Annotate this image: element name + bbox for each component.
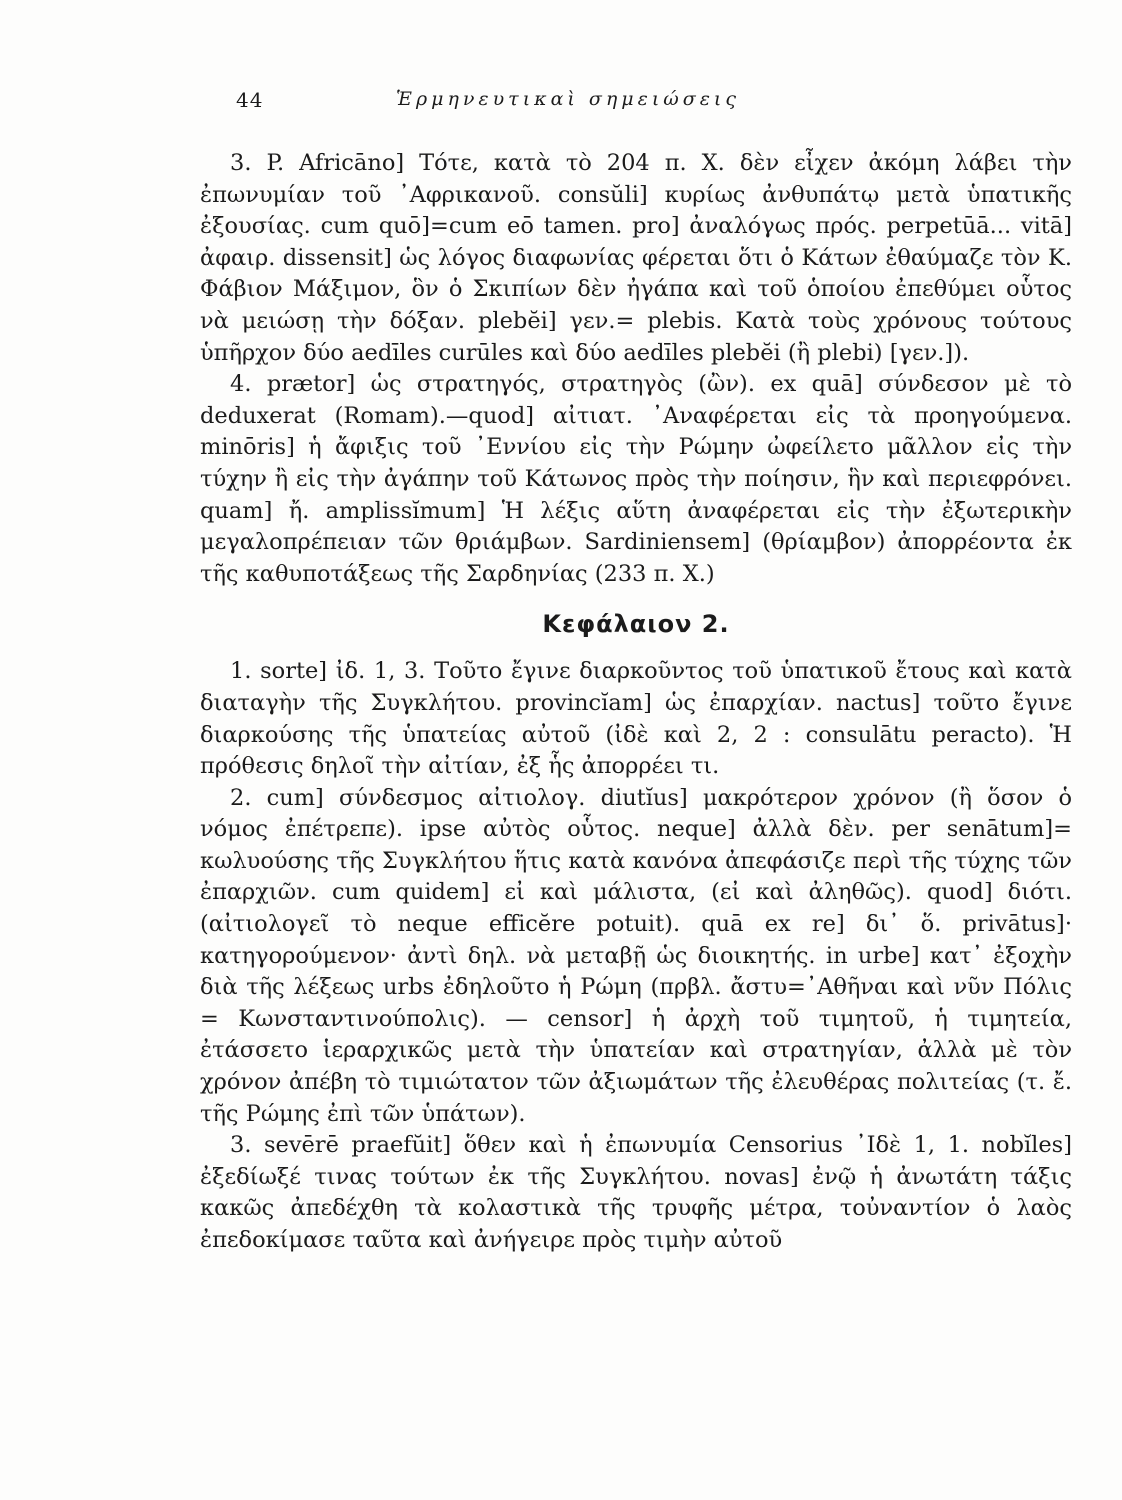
chapter-heading: Κεφάλαιον 2. <box>542 610 730 639</box>
paragraph: 2. cum] σύνδεσμος αἰτιολογ. diutĭus] μακρότερον χρόνον (ἢ ὅσον ὁ νόμος ἐπέτρεπε). ipse αὐτὸς οὗτος. neque] ἀλλὰ δὲν. per senātum]= κωλυούσης τῆς Συγκλήτου ἥτις κατὰ κανόνα ἀπεφάσιζε περὶ τῆς τύχης τῶν ἐπαρχιῶν. cum quidem] εἰ καὶ μάλιστα, (εἰ καὶ ἀληθῶς). quod] διότι. (αἰτιολογεῖ τὸ neque efficĕre potuit). quā ex re] δι᾿ ὅ. privātus]· κατηγορούμενον· ἀντὶ δηλ. νὰ μεταβῇ ὡς διοικητής. in urbe] κατ᾿ ἐξοχὴν διὰ τῆς λέξεως urbs ἐδηλοῦτο ἡ Ρώμη (πρβλ. ἄστυ=᾿Αθῆναι καὶ νῦν Πόλις = Κωνσταντινούπολις). — censor] ἡ ἀρχὴ τοῦ τιμητοῦ, ἡ τιμητεία, ἐτάσσετο ἱεραρχικῶς μετὰ τὴν ὑπατείαν καὶ στρατηγίαν, ἀλλὰ μὲ τὸν χρόνον ἀπέβη τὸ τιμιώτατον τῶν ἀξιωμάτων τῆς ἐλευθέρας πολιτείας (τ. ἔ. τῆς Ρώμης ἐπὶ τῶν ὑπάτων). <box>200 784 1072 1127</box>
page-number: 44 <box>236 88 264 112</box>
paragraph: 1. sorte] ἰδ. 1, 3. Τοῦτο ἔγινε διαρκοῦντος τοῦ ὑπατικοῦ ἔτους καὶ κατὰ διαταγὴν τῆς Συγκλήτου. provincĭam] ὡς ἐπαρχίαν. nactus] τοῦτο ἔγινε διαρκούσης τῆς ὑπατείας αὐτοῦ (ἰδὲ καὶ 2, 2 : consulātu peracto). Ἡ πρόθεσις δηλοῖ τὴν αἰτίαν, ἐξ ἧς ἀπορρέει τι. <box>200 658 1072 780</box>
paragraph: 3. sevērē praefŭit] ὅθεν καὶ ἡ ἐπωνυμία Censorius ᾿Ιδὲ 1, 1. nobĭles] ἐξεδίωξέ τινας τούτων ἐκ τῆς Συγκλήτου. novas] ἐνῷ ἡ ἀνωτάτη τάξις κακῶς ἀπεδέχθη τὰ κολαστικὰ τῆς τρυφῆς μέτρα, τοὐναντίον ὁ λαὸς ἐπεδοκίμασε ταῦτα καὶ ἀνήγειρε πρὸς τιμὴν αὐτοῦ <box>200 1132 1072 1253</box>
page-header <box>236 88 1072 118</box>
section-commentary-chapter-1 <box>200 148 1072 590</box>
body-text <box>200 148 1072 1257</box>
running-title: Ἑρμηνευτικαὶ σημειώσεις <box>396 88 741 110</box>
paragraph: 4. prætor] ὡς στρατηγός, στρατηγὸς (ὢν). ex quā] σύνδεσον μὲ τὸ deduxerat (Romam).—quod] αἰτιατ. ᾿Αναφέρεται εἰς τὰ προηγούμενα. minōris] ἡ ἄφιξις τοῦ ᾿Εννίου εἰς τὴν Ρώμην ὠφείλετο μᾶλλον εἰς τὴν τύχην ἢ εἰς τὴν ἀγάπην τοῦ Κάτωνος πρὸς τὴν ποίησιν, ἣν καὶ περιεφρόνει. quam] ἤ. amplissĭmum] Ἡ λέξις αὕτη ἀναφέρεται εἰς τὴν ἐξωτερικὴν μεγαλοπρέπειαν τῶν θριάμβων. Sardiniensem] (θρίαμβον) ἀπορρέοντα ἐκ τῆς καθυποτάξεως τῆς Σαρδηνίας (233 π. Χ.) <box>200 371 1072 587</box>
paragraph: 3. P. Africānο] Τότε, κατὰ τὸ 204 π. Χ. δὲν εἶχεν ἀκόμη λάβει τὴν ἐπωνυμίαν τοῦ ᾿Αφρικανοῦ. consŭli] κυρίως ἀνθυπάτῳ μετὰ ὑπατικῆς ἐξουσίας. cum quō]=cum eō tamen. pro] ἀναλόγως πρός. perpetūā... vitā] ἀφαιρ. dissensit] ὡς λόγος διαφωνίας φέρεται ὅτι ὁ Κάτων ἐθαύμαζε τὸν Κ. Φάβιον Μάξιμον, ὃν ὁ Σκιπίων δὲν ἠγάπα καὶ τοῦ ὁποίου ἐπεθύμει οὗτος νὰ μειώσῃ τὴν δόξαν. plebĕi] γεν.= plebis. Κατὰ τοὺς χρόνους τούτους ὑπῆρχον δύο aedīles curūles καὶ δύο aedīles plebĕi (ἢ plebi) [γεν.]). <box>200 150 1072 366</box>
section-commentary-chapter-2 <box>200 656 1072 1256</box>
